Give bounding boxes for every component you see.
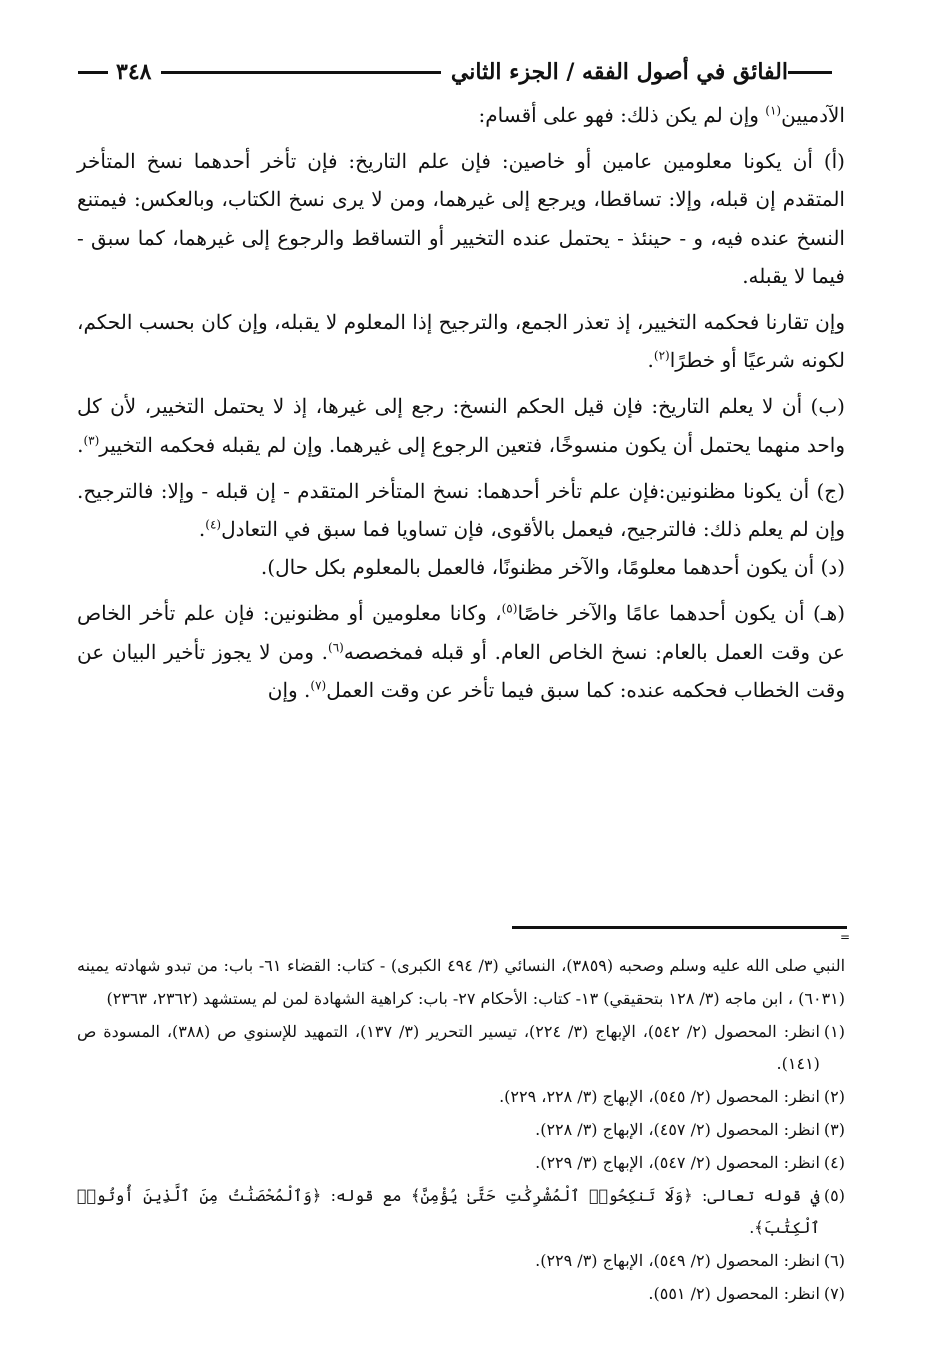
header-rule-right xyxy=(788,71,832,74)
paragraph-text: (ب) أن لا يعلم التاريخ: فإن قيل الحكم النسخ: رجع إلى غيرها، إذ لا يحتمل التخيير، لأن كل واحد منهما يحتمل أن يكون منسوخًا، فتعين الرجوع إلى غيرهما. وإن لم يقبله فحكمه التخيير xyxy=(77,394,845,457)
page-number: ٣٤٨ xyxy=(116,59,152,85)
paragraph xyxy=(77,96,845,134)
paragraph-text: وإن تقارنا فحكمه التخيير، إذ تعذر الجمع، والترجيح إذا المعلوم لا يقبله، وإن كان بحسب الحكم، لكونه شرعيًا أو خطرًا xyxy=(77,310,845,373)
footnote-continuation-mark: = xyxy=(840,930,851,944)
footnote-number: (٢) xyxy=(823,1087,845,1107)
paragraph xyxy=(77,387,845,463)
page-header xyxy=(70,52,844,92)
footnote-reference: (٤) xyxy=(205,517,222,532)
paragraph-text: . ومن لا يجوز تأخير البيان عن وقت الخطاب فحكمه عنده: كما سبق فيما تأخر عن وقت العمل xyxy=(77,639,845,702)
footnote-number: (١) xyxy=(823,1021,845,1041)
paragraph-text: . xyxy=(198,517,206,542)
paragraph xyxy=(77,548,845,586)
footnote xyxy=(77,1114,845,1147)
paragraph-text: (أ) أن يكونا معلومين عامين أو خاصين: فإن علم التاريخ: فإن تأخر أحدهما نسخ المتأخر المتقدم إن قبله، وإلا: تساقطا، ويرجع إلى غيرهما، ومن لا يرى نسخ الكتاب، وبالعكس: فيمتنع النسخ عنده فيه، و - حينئذ - يحتمل عنده التخيير أو التساقط والرجوع إلى غيرهما، كما سبق - فيما لا يقبله. xyxy=(77,149,845,288)
footnote-separator xyxy=(512,926,847,929)
paragraph-text: وإن لم يكن ذلك: فهو على أقسام: xyxy=(478,103,766,127)
footnote-number: (٦) xyxy=(823,1251,845,1271)
footnote xyxy=(77,1016,845,1082)
paragraph xyxy=(77,472,845,548)
footnote-reference: (١) xyxy=(765,103,782,118)
paragraph xyxy=(77,594,845,709)
paragraph-text: (ج) أن يكونا مظنونين:فإن علم تأخر أحدهما: نسخ المتأخر المتقدم - إن قبله - وإلا: فالترجيح. وإن لم يعلم ذلك: فالترجيح، فيعمل بالأقوى، فإن تساويا فما سبق في التعادل xyxy=(77,478,845,542)
footnote-number: (٥) xyxy=(823,1185,845,1205)
footnote-text: في قوله تعالى: ﴿وَلَا تَنكِحُوا۟ ٱلْمُشْرِكَٰتِ حَتَّىٰ يُؤْمِنَّ﴾ مع قوله: ﴿وَٱلْمُحْصَنَٰتُ مِنَ ٱلَّذِينَ أُوتُوا۟ ٱلْكِتَٰبَ﴾. xyxy=(77,1185,820,1238)
footnotes xyxy=(77,950,845,1311)
footnote-number: (٣) xyxy=(823,1119,845,1139)
footnote xyxy=(77,1278,845,1311)
footnote-text: انظر: المحصول (٢/ ٥٤٥)، الإبهاج (٣/ ٢٢٨، ٢٢٩). xyxy=(499,1087,820,1107)
header-rule-left xyxy=(78,71,108,74)
footnote-text: انظر: المحصول (٢/ ٥٤٩)، الإبهاج (٣/ ٢٢٩). xyxy=(535,1251,820,1271)
header-rule xyxy=(161,71,440,74)
footnote-reference: (٦) xyxy=(328,639,344,654)
footnote-text: انظر: المحصول (٢/ ٥٤٧)، الإبهاج (٣/ ٢٢٩). xyxy=(535,1152,820,1172)
footnote-number: (٧) xyxy=(823,1283,845,1303)
footnote-text: انظر: المحصول (٢/ ٤٥٧)، الإبهاج (٣/ ٢٢٨). xyxy=(535,1119,820,1139)
footnote-reference: (٥) xyxy=(501,601,518,616)
paragraph xyxy=(77,303,845,379)
running-title: الفائق في أصول الفقه / الجزء الثاني xyxy=(450,59,788,85)
footnote-reference: (٣) xyxy=(83,432,100,447)
paragraph xyxy=(77,142,845,295)
footnote xyxy=(77,1081,845,1114)
footnote-reference: (٧) xyxy=(310,678,327,693)
footnote-reference: (٢) xyxy=(653,348,670,363)
footnote-text: انظر: المحصول (٢/ ٥٥١). xyxy=(648,1283,820,1303)
paragraph-text: الآدميين xyxy=(781,103,845,127)
footnote-number: (٤) xyxy=(823,1152,845,1172)
main-text xyxy=(77,96,845,709)
paragraph-text: . وإن xyxy=(267,677,311,702)
paragraph-text: (د) أن يكون أحدهما معلومًا، والآخر مظنونًا، فالعمل بالمعلوم بكل حال). xyxy=(260,555,845,580)
footnote-text: انظر: المحصول (٢/ ٥٤٢)، الإبهاج (٣/ ٢٢٤)، تيسير التحرير (٣/ ١٣٧)، التمهيد للإسنوي ص (٣٨٨)، المسودة ص (١٤١). xyxy=(77,1021,820,1074)
footnote xyxy=(77,1147,845,1180)
paragraph-text: . xyxy=(647,348,654,373)
footnote-continuation: النبي صلى الله عليه وسلم وصحبه (٣٨٥٩)، النسائي (٣/ ٤٩٤ الكبرى) - كتاب: القضاء ٦١- باب: من تبدو شهادته يمينه (٦٠٣١) ، ابن ماجه (٣/ ١٢٨ بتحقيقي) ١٣- كتاب: الأحكام ٢٧- باب: كراهية الشهادة لمن لم يستشهد (٢٣٦٢، ٢٣٦٣) xyxy=(77,956,846,1008)
paragraph-text: . xyxy=(77,432,84,457)
paragraph-text: (هـ) أن يكون أحدهما عامًا والآخر خاصًا xyxy=(517,601,845,626)
footnote xyxy=(77,1245,845,1278)
paragraph-text: ، وكانا معلومين أو مظنونين: فإن علم تأخر الخاص عن وقت العمل بالعام: نسخ الخاص العام. أو قبله فمخصصه xyxy=(77,601,845,664)
footnote xyxy=(77,1180,845,1246)
